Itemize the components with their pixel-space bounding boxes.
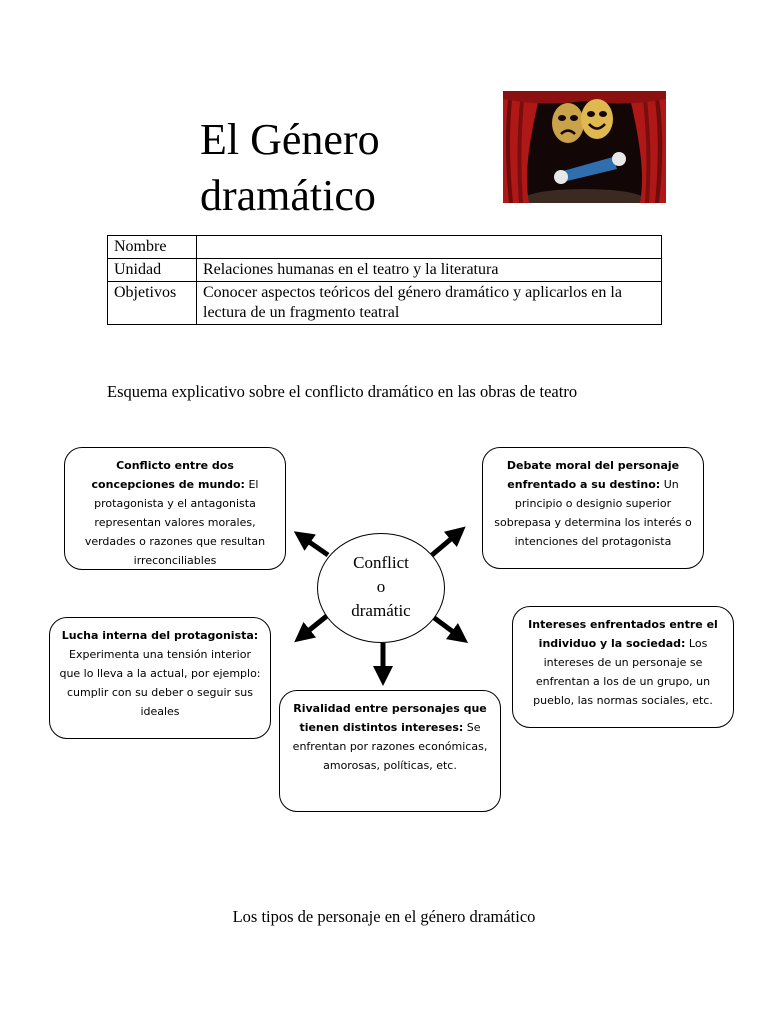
conflict-box-internal-struggle <box>49 617 271 739</box>
box-heading: Conflicto entre dos concepciones de mundo: <box>91 459 245 491</box>
box-heading: Rivalidad entre personajes que tienen distintos intereses: <box>293 702 487 734</box>
title-line-2: dramático <box>200 171 376 220</box>
box-text: Se enfrentan por razones económicas, amorosas, políticas, etc. <box>292 721 488 772</box>
conflict-box-rivalry <box>279 690 501 812</box>
box-heading: Debate moral del personaje enfrentado a su destino: <box>506 459 680 491</box>
box-heading: Intereses enfrentados entre el individuo y la sociedad: <box>528 618 718 650</box>
objectives-value: Conocer aspectos teóricos del género dramático y aplicarlos en la lectura de un fragmento teatral <box>197 282 662 325</box>
unit-label: Unidad <box>108 259 197 282</box>
conflict-box-individual-society <box>512 606 734 728</box>
center-line-2: o <box>376 577 386 596</box>
box-text: Los intereses de un personaje se enfrentan a los de un grupo, un pueblo, las normas sociales, etc. <box>533 637 713 707</box>
section-title-characters: Los tipos de personaje en el género dramático <box>232 907 536 926</box>
box-text: El protagonista y el antagonista representan valores morales, verdades o razones que resultan irreconciliables <box>84 478 266 567</box>
scheme-title: Esquema explicativo sobre el conflicto dramático en las obras de teatro <box>107 382 578 401</box>
center-line-1: Conflict <box>353 553 409 572</box>
box-heading: Lucha interna del protagonista: <box>61 629 259 642</box>
box-text: Un principio o designio superior sobrepasa y determina los interés o intenciones del protagonista <box>494 478 692 548</box>
title-line-1: El Género <box>200 115 380 164</box>
unit-value: Relaciones humanas en el teatro y la literatura <box>197 259 662 282</box>
center-concept <box>317 533 445 643</box>
objectives-label: Objetivos <box>108 282 197 325</box>
box-text: Experimenta una tensión interior que lo lleva a la actual, por ejemplo: cumplir con su deber o seguir sus ideales <box>59 648 261 718</box>
name-label: Nombre <box>108 236 197 259</box>
conflict-box-worldviews <box>64 447 286 570</box>
conflict-box-moral-debate <box>482 447 704 569</box>
center-line-3: dramátic <box>351 601 411 620</box>
